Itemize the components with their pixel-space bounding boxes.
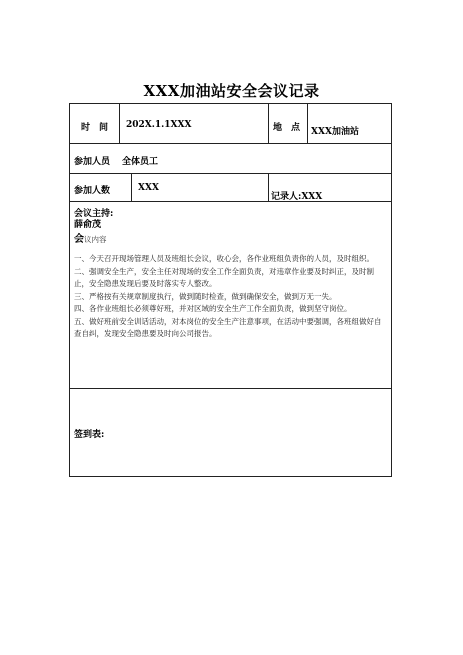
row-divider bbox=[70, 388, 391, 389]
row-divider bbox=[70, 201, 391, 202]
attendee-count-label: 参加人数 bbox=[74, 186, 111, 196]
content-item: 一、今天召开现场管理人员及班组长会议，收心会，各作业班组负责你的人员，及时组织。 bbox=[74, 254, 374, 263]
content-item: 四、各作业班组长必须尊好班，并对区域的安全生产工作全面负责，做到坚守岗位。 bbox=[74, 304, 352, 313]
column-divider bbox=[307, 104, 308, 143]
time-value: 202X.1.1XXX bbox=[126, 120, 192, 130]
place-value: XXX加油站 bbox=[311, 127, 359, 137]
meeting-record-table bbox=[69, 103, 392, 477]
recorder: 记录人:XXX bbox=[271, 192, 323, 202]
participants-label: 参加人员 bbox=[74, 157, 111, 167]
column-divider bbox=[268, 104, 269, 143]
meeting-content bbox=[74, 253, 388, 341]
place-label: 地 点 bbox=[273, 123, 301, 133]
host-name: 薛俞茂 bbox=[74, 220, 102, 230]
content-item: 三、严格按有关规章制度执行，做到随时检查，做到确保安全，做到万无一失。 bbox=[74, 291, 337, 301]
document-title: XXX加油站安全会议记录 bbox=[143, 82, 320, 100]
host-label: 会议主持: bbox=[74, 209, 114, 219]
row-divider bbox=[70, 143, 391, 144]
column-divider bbox=[131, 173, 132, 201]
content-prefix: 会 bbox=[74, 234, 84, 245]
column-divider bbox=[268, 173, 269, 201]
content-label: 议内容 bbox=[84, 235, 107, 244]
time-label: 时 间 bbox=[81, 123, 109, 133]
content-heading bbox=[74, 230, 107, 245]
attendee-count-value: XXX bbox=[138, 183, 159, 193]
column-divider bbox=[119, 104, 120, 143]
content-item: 二、强调安全生产，安全主任对现场的安全工作全面负责，对违章作业要及时纠正，及时制止，安全隐患发现后要及时落实专人整改。 bbox=[74, 266, 374, 288]
participants-value: 全体员工 bbox=[122, 157, 159, 167]
content-item: 五、做好班前安全训话活动，对本岗位的安全生产注意事项，在活动中要强调，各班组做好自查自纠，发现安全隐患要及时向公司报告。 bbox=[74, 316, 382, 338]
sign-in-label: 签到表: bbox=[74, 430, 105, 440]
row-divider bbox=[70, 173, 391, 174]
